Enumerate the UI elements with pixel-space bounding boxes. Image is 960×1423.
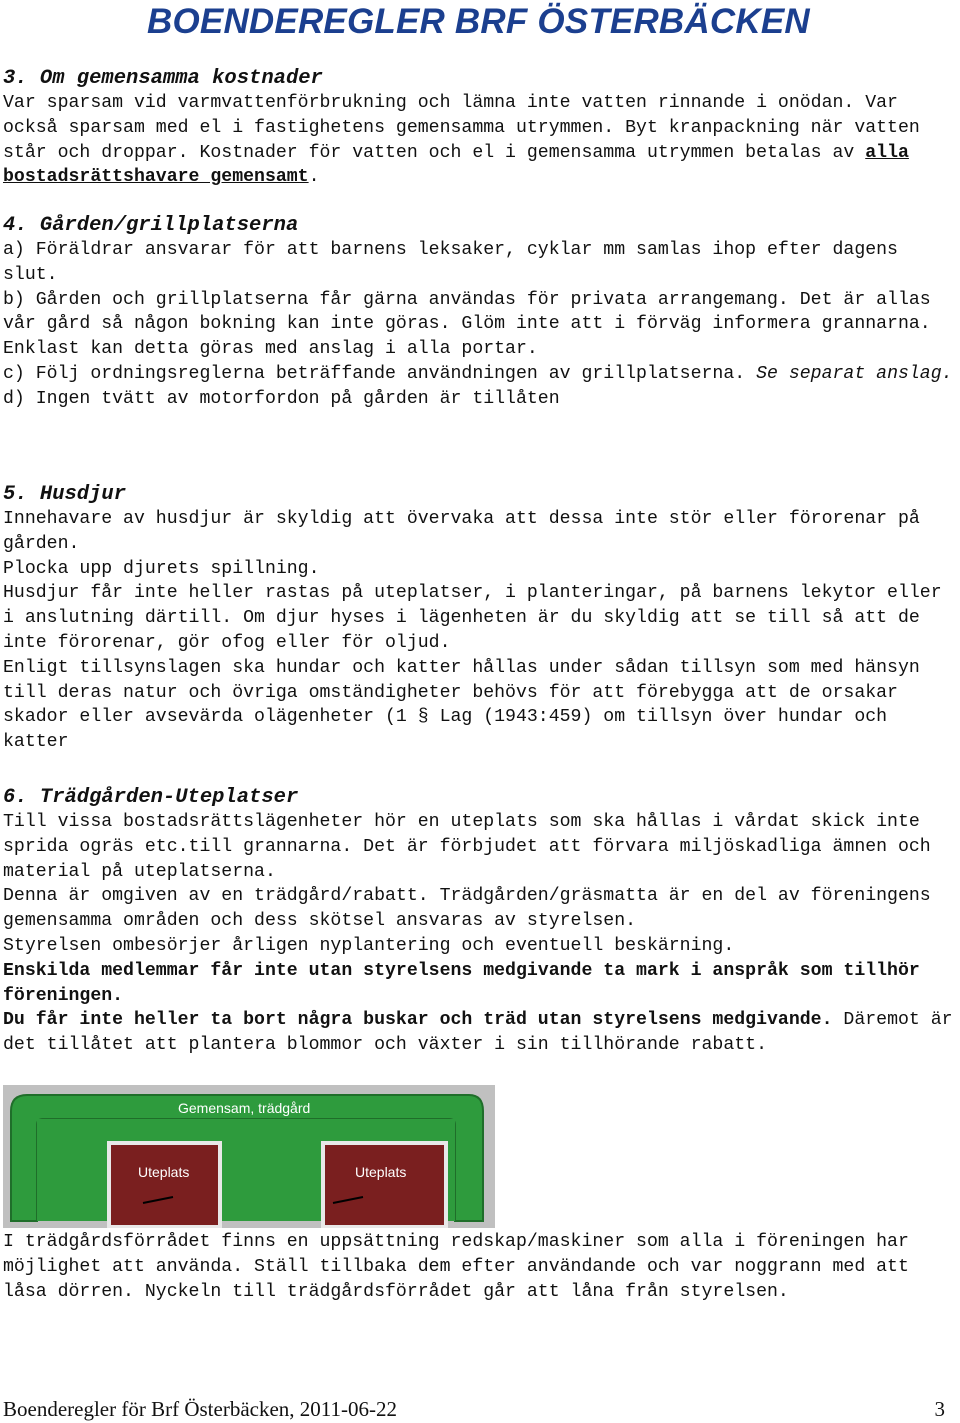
- section-6-p5: [3, 1008, 960, 1058]
- footer-text: Boenderegler för Brf Österbäcken, 2011-06-22: [3, 1397, 397, 1421]
- section-3-text-main: Var sparsam vid varmvattenförbrukning och lämna inte vatten rinnande i onödan. Var också sparsam med el i fastighetens gemensamma utrymmen. Byt kranpackning när vatten står och droppar. Kostnader för vatten och el i gemensamma utrymmen betalas av: [3, 93, 920, 163]
- garden-diagram: [3, 1085, 495, 1228]
- section-4-item-d: d) Ingen tvätt av motorfordon på gården är tillåten: [3, 388, 560, 409]
- section-5-p1: Innehavare av husdjur är skyldig att övervaka att dessa inte stör eller förorenar på gården.: [3, 509, 920, 554]
- page-number: 3: [934, 1397, 945, 1421]
- section-6-p5-rest: Däremot är det tillåtet att plantera blommor och växter i sin tillhörande rabatt.: [3, 1010, 953, 1056]
- patio-box-1: [109, 1143, 220, 1227]
- section-5-p2: Plocka upp djurets spillning.: [3, 558, 320, 579]
- section-4-item-c-note: Se separat anslag.: [756, 363, 953, 384]
- section-4-heading: 4. Gården/grillplatserna: [3, 214, 299, 237]
- section-3-text: [3, 91, 960, 190]
- section-4-item-c-text: c) Följ ordningsreglerna beträffande användningen av grillplatserna.: [3, 363, 757, 384]
- section-3-heading: 3. Om gemensamma kostnader: [3, 67, 323, 90]
- section-6-heading: 6. Trädgården-Uteplatser: [3, 786, 299, 809]
- section-4: [3, 213, 960, 412]
- page-footer: [3, 1397, 945, 1422]
- section-3: [3, 66, 960, 190]
- patio-box-2: [323, 1143, 446, 1227]
- section-6-p5-bold: Du får inte heller ta bort några buskar och träd utan styrelsens medgivande.: [3, 1010, 833, 1031]
- section-4-item-c: [3, 362, 960, 387]
- section-4-item-a: a) Föräldrar ansvarar för att barnens leksaker, cyklar mm samlas ihop efter dagens slut.: [3, 240, 898, 285]
- storage-paragraph: I trädgårdsförrådet finns en uppsättning redskap/maskiner som alla i föreningen har möjlighet att använda. Ställ tillbaka dem efter användande och var noggrann med att låsa dörren. Nyckeln till trädgårdsförrådet går att låna från styrelsen.: [3, 1232, 909, 1302]
- section-6-p3: Styrelsen ombesörjer årligen nyplantering och eventuell beskärning.: [3, 935, 735, 956]
- garden-area-label: Gemensam, trädgård: [178, 1100, 311, 1116]
- section-storage: [3, 1230, 960, 1304]
- section-6-p1: Till vissa bostadsrättslägenheter hör en uteplats som ska hållas i vårdat skick inte sprida ogräs etc.till grannarna. Det är förbjudet att förvara miljöskadliga ämnen och material på uteplatserna.: [3, 812, 931, 882]
- section-3-text-end: .: [308, 167, 320, 188]
- section-5-p3: Husdjur får inte heller rastas på uteplatser, i planteringar, på barnens lekytor eller i anslutning därtill. Om djur hyses i lägenheten är du skyldig att se till så att de inte förorenar, gör ofog eller för oljud.: [3, 583, 942, 653]
- section-5-heading: 5. Husdjur: [3, 483, 127, 506]
- section-4-item-b: b) Gården och grillplatserna får gärna användas för privata arrangemang. Det är allas vår gård så någon bokning kan inte göras. Glöm inte att i förväg informera grannarna. Enklast kan detta göras med anslag i alla portar.: [3, 289, 931, 360]
- section-6: [3, 785, 960, 1058]
- garden-diagram-svg: [3, 1085, 495, 1228]
- patio-label-1: Uteplats: [138, 1164, 190, 1180]
- section-5-p4: Enligt tillsynslagen ska hundar och katter hållas under sådan tillsyn som med hänsyn till deras natur och övriga omständigheter behövs för att förebygga att de orsakar skador eller avsevärda olägenheter (1 § Lag (1943:459) om tillsyn över hundar och katter: [3, 657, 920, 753]
- section-6-p4: Enskilda medlemmar får inte utan styrelsens medgivande ta mark i anspråk som tillhör föreningen.: [3, 960, 920, 1006]
- page-title: BOENDEREGLER BRF ÖSTERBÄCKEN: [147, 2, 810, 41]
- section-5: [3, 482, 960, 755]
- section-6-p2: Denna är omgiven av en trädgård/rabatt. Trädgården/gräsmatta är en del av föreningens gemensamma områden och dess skötsel ansvaras av styrelsen.: [3, 886, 931, 932]
- section-3-emphasis: alla bostadsrättshavare gemensamt: [3, 142, 909, 188]
- patio-label-2: Uteplats: [355, 1164, 407, 1180]
